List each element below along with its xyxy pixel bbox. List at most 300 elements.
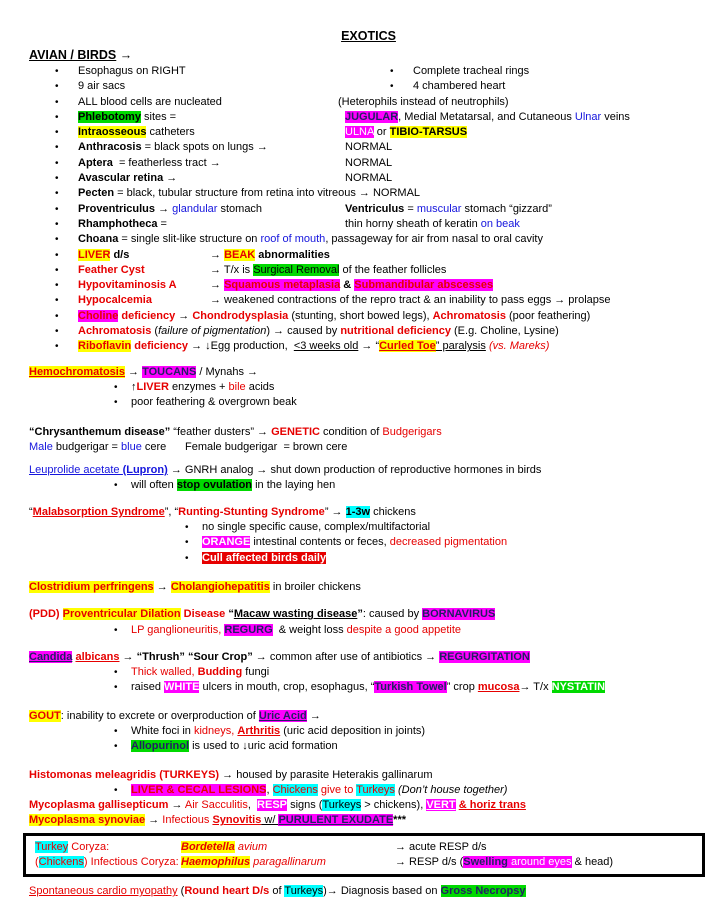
text-column (185, 440, 347, 455)
bullet-icon: • (55, 280, 59, 292)
text-column (55, 125, 195, 140)
text-segment: Gross Necropsy (440, 885, 526, 898)
text-segment: → (163, 172, 178, 185)
text-line (29, 551, 708, 566)
text-column (345, 140, 392, 155)
text-segment: → weakened contractions of the repro tract & an inability to pass eggs → prolapse (210, 294, 611, 307)
text-segment: ( (177, 885, 185, 898)
text-column (185, 520, 430, 535)
text-line (29, 798, 708, 813)
text-segment: “ (225, 608, 234, 621)
text-line (29, 125, 708, 140)
text-segment: JUGULAR (345, 110, 399, 123)
text-segment: bile (228, 380, 246, 393)
text-column (55, 217, 167, 232)
text-column (29, 440, 166, 455)
text-segment: (Don’t house together) (397, 783, 508, 796)
text-column (55, 248, 129, 263)
text-segment: muscular (416, 202, 462, 215)
text-segment: Female budgerigar = brown cere (185, 440, 348, 453)
text-segment: → (175, 309, 193, 322)
text-segment: GENETIC (271, 425, 320, 438)
text-segment: “Chrysanthemum disease” (29, 425, 171, 438)
text-segment: avium (234, 840, 268, 853)
text-segment: Haemophilus (181, 856, 251, 869)
text-line (29, 440, 708, 455)
text-line (29, 248, 708, 263)
text-column (55, 278, 177, 293)
text-segment: Macaw wasting disease (233, 608, 358, 621)
spacer (29, 877, 708, 884)
text-segment: Surgical Removal (253, 263, 340, 276)
text-segment: 1-3w (345, 505, 371, 518)
text-segment: veins (601, 110, 630, 123)
text-segment: Arthritis (237, 724, 281, 737)
text-segment: Hypovitaminosis A (78, 279, 177, 292)
text-segment: Histomonas meleagridis (TURKEYS) (29, 768, 220, 781)
text-column (29, 506, 416, 518)
text-line (35, 855, 696, 870)
text-segment: = (404, 202, 417, 215)
document-body (29, 27, 708, 900)
text-column (185, 535, 507, 550)
text-segment: AVIAN / BIRDS (29, 48, 117, 62)
text-segment: → acute RESP d/s (395, 840, 487, 853)
text-segment: glandular (172, 202, 218, 215)
text-segment: TOUCANS (142, 365, 197, 378)
text-segment: → ↓Egg production, (188, 340, 294, 353)
text-segment: nutritional deficiency (340, 325, 451, 338)
coryza-comparison-box (23, 833, 705, 878)
spacer (29, 355, 708, 365)
text-segment: Swelling (463, 856, 508, 869)
text-segment: “feather dusters” → (170, 425, 272, 438)
text-segment: Allopurinol (131, 740, 190, 753)
text-segment: EXOTICS (341, 29, 396, 43)
text-segment: Curled Toe (379, 340, 436, 353)
text-segment: cere (141, 440, 167, 453)
text-segment: → (210, 248, 225, 261)
text-segment: in broiler chickens (269, 580, 361, 593)
text-segment: = featherless tract → (112, 156, 221, 169)
text-line (35, 840, 696, 855)
text-column (35, 840, 109, 855)
text-segment: deficiency (118, 309, 176, 322)
text-segment: of the feather follicles (339, 263, 447, 276)
text-segment: raised (131, 681, 165, 694)
text-segment: Chickens (272, 783, 318, 796)
text-segment: Cholangiohepatitis (170, 580, 270, 593)
text-line (29, 79, 708, 94)
text-segment: Leuprolide acetate (29, 464, 123, 477)
text-column (395, 855, 613, 870)
text-segment: acids (245, 380, 275, 393)
text-segment: on beak (480, 217, 520, 230)
text-segment: Squamous metaplasia (224, 279, 341, 292)
text-segment: TIBIO-TARSUS (389, 126, 468, 139)
text-segment: Rhamphotheca (78, 217, 158, 230)
text-segment: (vs. Mareks) (488, 340, 550, 353)
bullet-icon: • (55, 203, 59, 215)
text-line (29, 202, 708, 217)
text-line (29, 95, 708, 110)
text-segment: ” paralysis (435, 340, 486, 353)
text-segment: Turkeys (322, 799, 362, 812)
bullet-icon: • (55, 157, 59, 169)
text-segment: Male (29, 440, 53, 453)
text-segment: ”, “ (164, 505, 179, 518)
text-column (29, 426, 442, 438)
text-segment: or (373, 126, 390, 139)
text-column (29, 885, 526, 897)
text-segment: Clostridium perfringens (29, 580, 154, 593)
text-column (345, 202, 552, 217)
text-column (114, 380, 274, 395)
text-segment: “Thrush” “Sour Crop” (136, 650, 253, 663)
text-segment: Submandibular abscesses (354, 279, 494, 292)
bullet-icon: • (114, 682, 118, 694)
text-segment: → “ (358, 340, 380, 353)
text-segment: Riboflavin (78, 340, 132, 353)
text-segment: no single specific cause, complex/multifactorial (202, 521, 431, 534)
text-column (114, 623, 461, 638)
bullet-icon: • (185, 537, 189, 549)
text-segment: Runting-Stunting Syndrome (178, 505, 325, 518)
text-column (29, 581, 361, 593)
text-column (55, 140, 268, 155)
text-segment: Spontaneous cardio myopathy (29, 885, 178, 898)
text-segment: WHITE (164, 681, 200, 694)
text-segment: stomach “gizzard” (461, 202, 552, 215)
spacer (29, 494, 708, 505)
text-column (55, 95, 222, 110)
text-column (114, 724, 425, 739)
text-segment: (Heterophils instead of neutrophils) (338, 95, 509, 108)
text-segment: BEAK (224, 248, 256, 261)
text-line (29, 709, 708, 724)
text-segment: Uric Acid (258, 709, 307, 722)
text-segment: LIVER (136, 380, 169, 393)
text-column (29, 608, 495, 620)
text-column (29, 769, 432, 781)
text-segment: REGURG (224, 623, 273, 636)
text-column (210, 248, 330, 263)
text-column (55, 293, 152, 308)
text-segment: Intraosseous (78, 126, 147, 139)
bullet-icon: • (114, 725, 118, 737)
text-segment: = black spots on lungs → (141, 141, 268, 154)
text-segment: Infectious (162, 814, 213, 827)
text-segment: & (340, 279, 355, 292)
text-column (345, 156, 392, 171)
text-segment: Feather Cyst (78, 263, 145, 276)
bullet-icon: • (114, 397, 118, 409)
text-segment: = black, tubular structure from retina into vitreous → NORMAL (114, 187, 421, 200)
text-column (29, 799, 526, 811)
text-segment: → (119, 650, 137, 663)
text-line (29, 783, 708, 798)
spacer (29, 755, 708, 768)
text-segment: Turkey (35, 840, 69, 853)
text-line (29, 64, 708, 79)
text-column (114, 478, 335, 493)
bullet-icon: • (55, 66, 59, 77)
text-segment: Air Sacculitis (184, 799, 248, 812)
text-line (29, 380, 708, 395)
spacer (29, 696, 708, 709)
text-segment: White foci in (131, 724, 194, 737)
text-column (345, 125, 467, 140)
text-column (55, 156, 221, 171)
text-line (29, 395, 708, 410)
bullet-icon: • (55, 326, 59, 338)
text-segment: Mycoplasma synoviae (29, 814, 146, 827)
text-segment: Mycoplasma gallisepticum (29, 799, 169, 812)
text-segment: GOUT (29, 709, 61, 722)
bullet-icon: • (55, 310, 59, 322)
text-segment: around eyes (507, 856, 572, 869)
text-segment: Achromatosis (432, 309, 506, 322)
text-column (114, 665, 269, 680)
page-title (29, 27, 708, 46)
text-segment: , (266, 783, 273, 796)
text-segment: ( (151, 325, 159, 338)
text-segment: stop ovulation (176, 479, 253, 492)
text-segment: VERT (426, 799, 456, 812)
bullet-icon: • (55, 142, 59, 154)
text-segment: 9 air sacs (78, 80, 126, 93)
text-segment: <3 weeks old (293, 340, 359, 353)
bullet-icon: • (114, 741, 118, 753)
text-segment: Aptera (78, 156, 113, 169)
text-segment: → housed by parasite Heterakis gallinarum (219, 768, 433, 781)
text-column (55, 309, 590, 324)
text-line (29, 186, 708, 201)
text-line (29, 425, 708, 440)
text-segment: Turkeys (356, 783, 395, 796)
text-segment: ) Infectious Coryza: (83, 856, 179, 869)
text-segment: Synovitis (212, 814, 262, 827)
text-segment: PURULENT EXUDATE (278, 814, 394, 827)
text-line (29, 580, 708, 595)
text-column (29, 464, 541, 476)
text-line (29, 739, 708, 754)
text-column (345, 171, 392, 186)
text-line (29, 884, 708, 899)
text-segment: Choana (78, 233, 119, 246)
text-segment: NORMAL (345, 172, 393, 185)
bullet-icon: • (55, 264, 59, 276)
text-segment: abnormalities (255, 248, 330, 261)
text-line (29, 520, 708, 535)
text-line (29, 156, 708, 171)
text-segment: = single slit-like structure on (118, 233, 261, 246)
text-segment: > chickens), (361, 799, 427, 812)
bullet-icon: • (114, 784, 118, 796)
text-segment: give to (320, 783, 354, 796)
text-line (29, 623, 708, 638)
text-segment: ALL blood cells are nucleated (78, 95, 222, 108)
text-segment: ↑ (131, 380, 137, 393)
text-segment: RESP (257, 799, 288, 812)
text-segment: failure of pigmentation (158, 325, 267, 338)
text-column (185, 551, 326, 566)
text-column (35, 855, 179, 870)
bullet-icon: • (185, 552, 189, 564)
text-segment: : caused by (362, 608, 423, 621)
text-segment: Proventriculus (78, 202, 156, 215)
bullet-icon: • (55, 96, 59, 108)
text-segment: Ulnar (574, 110, 602, 123)
text-line (29, 724, 708, 739)
text-segment: Anthracosis (78, 141, 142, 154)
text-line (29, 217, 708, 232)
text-segment: → (153, 580, 171, 593)
text-segment: Pecten (78, 187, 115, 200)
text-segment: LIVER (78, 248, 111, 261)
bullet-icon: • (55, 341, 59, 353)
text-segment: (E.g. Choline, Lysine) (450, 325, 559, 338)
text-column (55, 263, 145, 278)
bullet-icon: • (114, 381, 118, 393)
text-segment: catheters (146, 126, 195, 139)
text-segment: ” → (324, 505, 346, 518)
bullet-icon: • (114, 480, 118, 492)
text-segment: → T/x is (210, 263, 254, 276)
text-column (114, 395, 297, 410)
bullet-icon: • (390, 81, 394, 93)
text-segment: )→ Diagnosis based on (323, 885, 441, 898)
text-segment: , passageway for air from nasal to oral cavity (325, 233, 543, 246)
text-column (341, 29, 396, 43)
text-segment: → common after use of antibiotics → (252, 650, 440, 663)
text-line (29, 478, 708, 493)
text-segment: : inability to excrete or overproduction of (60, 709, 259, 722)
text-line (29, 293, 708, 308)
text-segment: paragallinarum (250, 856, 326, 869)
text-segment: *** (393, 814, 407, 827)
bullet-icon: • (114, 667, 118, 679)
text-column (395, 840, 487, 855)
text-segment: Thick walled, (131, 666, 198, 679)
text-segment: (poor feathering) (505, 309, 591, 322)
text-column (55, 202, 262, 217)
text-segment: → GNRH analog → shut down production of reproductive hormones in birds (167, 464, 542, 477)
text-column (210, 263, 446, 278)
text-column (390, 79, 505, 94)
text-column (55, 186, 420, 201)
spacer (29, 411, 708, 425)
text-segment: Round heart D/s (184, 885, 270, 898)
spacer (29, 595, 708, 607)
text-segment: deficiency (131, 340, 189, 353)
text-segment: (uric acid deposition in joints) (280, 724, 426, 737)
text-segment: poor feathering & overgrown beak (131, 396, 297, 409)
text-line (29, 339, 708, 354)
text-segment: NORMAL (345, 141, 393, 154)
text-segment: Hypocalcemia (78, 294, 152, 307)
text-line (29, 665, 708, 680)
text-column (114, 680, 605, 695)
text-column (210, 293, 611, 308)
text-line (29, 680, 708, 695)
text-segment: enzymes + (168, 380, 229, 393)
text-column (55, 110, 176, 125)
text-segment: mucosa (477, 681, 520, 694)
spacer (29, 455, 708, 463)
text-segment: w/ (261, 814, 279, 827)
text-column (338, 95, 509, 110)
bullet-icon: • (55, 111, 59, 123)
text-line (29, 278, 708, 293)
text-column (210, 278, 493, 293)
text-segment: , (247, 799, 258, 812)
text-segment: Achromatosis (78, 325, 152, 338)
text-segment: sites = (140, 110, 177, 123)
text-column (55, 64, 186, 79)
text-column (55, 324, 559, 339)
bullet-icon: • (55, 234, 59, 246)
text-segment: Coryza: (68, 840, 110, 853)
text-column (345, 110, 630, 125)
text-segment: Proventricular Dilation (62, 608, 181, 621)
text-segment: Chickens (38, 856, 84, 869)
text-column (55, 339, 549, 354)
text-segment: kidneys, (193, 724, 235, 737)
text-column (55, 232, 543, 247)
text-line (29, 171, 708, 186)
text-segment: ) → caused by (266, 325, 341, 338)
text-column (29, 48, 132, 62)
text-line (29, 140, 708, 155)
text-segment: ulcers in mouth, crop, esophagus, “ (199, 681, 375, 694)
text-segment: Choline (78, 309, 119, 322)
text-line (29, 365, 708, 380)
text-segment: “ (29, 505, 33, 518)
text-segment: → (124, 365, 143, 378)
bullet-icon: • (185, 522, 189, 534)
text-segment: = (157, 217, 167, 230)
bullet-icon: • (55, 127, 59, 139)
text-segment: → (116, 48, 133, 62)
text-segment: ” (357, 608, 363, 621)
text-segment: & head) (571, 856, 614, 869)
bullet-icon: • (390, 66, 394, 77)
text-segment: roof of mouth (260, 233, 326, 246)
text-segment: is used to ↓uric acid formation (189, 740, 338, 753)
bullet-icon: • (55, 249, 59, 261)
text-segment: → (155, 202, 173, 215)
text-segment: → (306, 709, 321, 722)
text-segment: ORANGE (202, 536, 251, 549)
text-segment: in the laying hen (252, 479, 336, 492)
text-segment: & horiz trans (458, 799, 526, 812)
text-segment: Chondrodysplasia (192, 309, 289, 322)
text-segment: NORMAL (345, 156, 393, 169)
text-column (29, 710, 321, 722)
text-column (345, 217, 520, 232)
text-line (29, 324, 708, 339)
text-segment: 4 chambered heart (413, 80, 506, 93)
text-segment: Disease (180, 608, 226, 621)
text-segment: budgerigar = (52, 440, 122, 453)
text-segment: (stunting, short bowed legs), (288, 309, 433, 322)
bullet-icon: • (55, 81, 59, 93)
text-line (29, 505, 708, 520)
bullet-icon: • (114, 624, 118, 636)
text-segment: / Mynahs → (196, 365, 259, 378)
text-segment: Phlebotomy (78, 110, 141, 123)
